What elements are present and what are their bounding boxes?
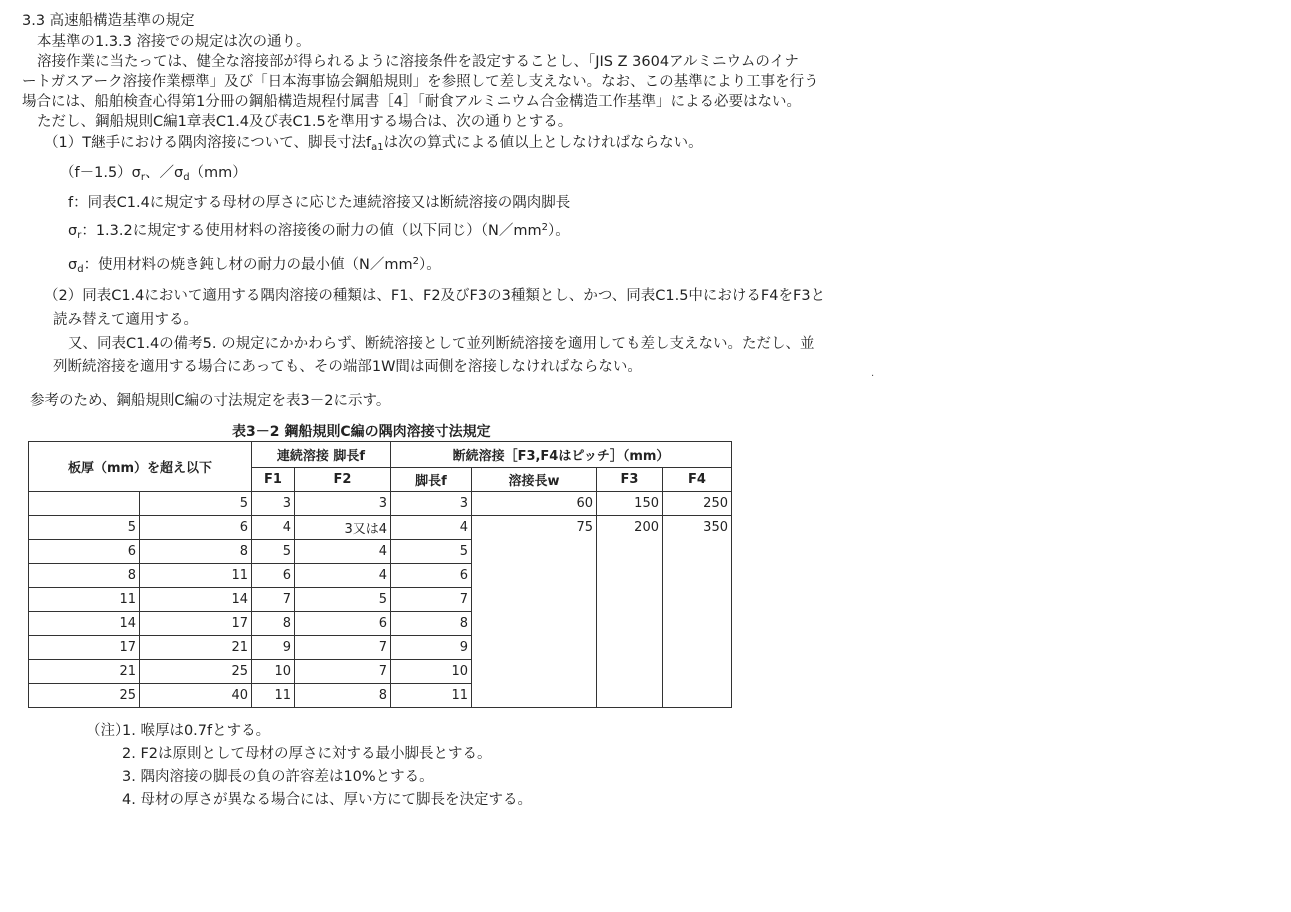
cell-over: 8 [29,564,140,588]
def-r-text: ：1.3.2に規定する使用材料の溶接後の耐力の値（以下同じ）（N／mm [81,223,542,239]
cell-f3: 150 [597,492,663,516]
cell-leg: 11 [391,684,472,708]
cell-f1: 8 [252,612,295,636]
item-2-line-4: 列断続溶接を適用する場合にあっても、その端部1W間は両側を溶接しなければならない。 [53,359,642,375]
notes-prefix: （注） [86,723,130,739]
cell-over [29,492,140,516]
def-d-sub: d [77,264,84,275]
cell-upto: 14 [140,588,252,612]
header-leg: 脚長f [391,468,472,492]
note-4-text: 4. 母材の厚さが異なる場合には、厚い方にて脚長を決定する。 [122,792,532,808]
header-length: 溶接長w [472,468,597,492]
cell-f1: 3 [252,492,295,516]
cell-leg: 7 [391,588,472,612]
item-1-subscript: a1 [371,142,384,153]
reference-text: 参考のため、鋼船規則C編の寸法規定を表3－2に示す。 [30,393,391,409]
cell-f1: 11 [252,684,295,708]
item-1 [44,134,703,152]
header-f1: F1 [252,468,295,492]
paragraph-3: ただし、鋼船規則C編1章表C1.4及び表C1.5を準用する場合は、次の通りとする。 [37,114,573,130]
note-1-text: 1. 喉厚は0.7fとする。 [122,723,271,739]
cell-leg: 3 [391,492,472,516]
cell-f2: 5 [295,588,391,612]
cell-over: 21 [29,660,140,684]
def-d-end: ）。 [419,257,441,273]
note-3-text: 3. 隅肉溶接の脚長の負の許容差は10%とする。 [122,769,434,785]
note-3 [86,766,532,789]
formula-sub-d: d [183,172,190,183]
cell-f2: 7 [295,636,391,660]
def-r-sub: r [77,230,82,241]
cell-over: 14 [29,612,140,636]
cell-over: 5 [29,516,140,540]
cell-upto: 40 [140,684,252,708]
cell-over: 17 [29,636,140,660]
def-d-sup: 2 [412,256,420,267]
cell-f1: 7 [252,588,295,612]
cell-over: 25 [29,684,140,708]
cell-leg: 8 [391,612,472,636]
cell-upto: 6 [140,516,252,540]
cell-upto: 11 [140,564,252,588]
paragraph-2-line-1: 溶接作業に当たっては、健全な溶接部が得られるように溶接条件を設定することし、「JIS Z 3604アルミニウムのイナ [37,54,799,70]
cell-leg: 10 [391,660,472,684]
table-row [29,492,732,516]
formula-sub-r: r [140,172,145,183]
cell-leg: 5 [391,540,472,564]
cell-over: 11 [29,588,140,612]
header-f2: F2 [295,468,391,492]
cell-f2: 8 [295,684,391,708]
formula-part-a: （f－1.5）σ [60,165,141,181]
note-2 [86,743,532,766]
paragraph-1: 本基準の1.3.3 溶接での規定は次の通り。 [37,34,311,50]
def-r-end: ）。 [547,223,570,239]
note-1 [86,720,532,743]
item-2-line-1: （2）同表C1.4において適用する隅肉溶接の種類は、F1、F2及びF3の3種類とし、かつ、同表C1.5中におけるF4をF3と [44,288,826,304]
cell-upto: 5 [140,492,252,516]
cell-f2: 3又は4 [295,516,391,540]
cell-f1: 10 [252,660,295,684]
definition-f: f：同表C1.4に規定する母材の厚さに応じた連続溶接又は断続溶接の隅肉脚長 [68,195,571,211]
cell-upto: 8 [140,540,252,564]
header-intermittent: 断続溶接［F3,F4はピッチ］（mm） [391,442,732,468]
cell-upto: 25 [140,660,252,684]
definition-sigma-d [68,256,441,274]
table-caption: 表3－2 鋼船規則C編の隅肉溶接寸法規定 [232,424,491,440]
section-heading: 3.3 高速船構造基準の規定 [22,13,195,29]
def-r-sigma: σ [68,223,78,239]
cell-f2: 7 [295,660,391,684]
paragraph-2-line-2: ートガスアーク溶接作業標準」及び「日本海事協会鋼船規則」を参照して差し支えない。なお、この基準により工事を行う [22,74,819,90]
definition-sigma-r [68,222,570,240]
cell-f2: 4 [295,540,391,564]
cell-upto: 21 [140,636,252,660]
formula [60,164,247,182]
item-2-line-2: 読み替えて適用する。 [53,312,198,328]
cell-f1: 5 [252,540,295,564]
cell-f2: 4 [295,564,391,588]
stray-mark: . [871,368,875,379]
header-thickness: 板厚（mm）を超え以下 [29,442,252,492]
header-continuous: 連続溶接 脚長f [252,442,391,468]
formula-part-c: （mm） [189,165,247,181]
cell-leg: 9 [391,636,472,660]
header-f3: F3 [597,468,663,492]
cell-f2: 3 [295,492,391,516]
item-2-line-3: 又、同表C1.4の備考5. の規定にかかわらず、断続溶接として並列断続溶接を適用しても差し支えない。ただし、並 [68,336,815,352]
formula-part-b: 、／σ [144,165,184,181]
fillet-weld-table [28,441,732,708]
def-d-sigma: σ [68,257,78,273]
paragraph-2-line-3: 場合には、船舶検査心得第1分冊の鋼船構造規程付属書［4］「耐食アルミニウム合金構造工作基準」による必要はない。 [22,94,801,110]
cell-length-merged: 75 [472,516,597,708]
cell-leg: 4 [391,516,472,540]
note-2-text: 2. F2は原則として母材の厚さに対する最小脚長とする。 [122,746,492,762]
cell-leg: 6 [391,564,472,588]
item-1-text-a: （1）T継手における隅肉溶接について、脚長寸法f [44,135,372,151]
cell-upto: 17 [140,612,252,636]
cell-f2: 6 [295,612,391,636]
table-notes [86,720,532,812]
item-1-text-b: は次の算式による値以上としなければならない。 [383,135,703,151]
cell-over: 6 [29,540,140,564]
cell-f4: 250 [663,492,732,516]
note-4 [86,789,532,812]
def-r-sup: 2 [541,222,548,233]
table-row [29,516,732,540]
cell-f4-merged: 350 [663,516,732,708]
cell-f3-merged: 200 [597,516,663,708]
header-f4: F4 [663,468,732,492]
cell-f1: 6 [252,564,295,588]
cell-f1: 9 [252,636,295,660]
cell-length: 60 [472,492,597,516]
def-d-text: ：使用材料の焼き鈍し材の耐力の最小値（N／mm [83,257,413,273]
cell-f1: 4 [252,516,295,540]
